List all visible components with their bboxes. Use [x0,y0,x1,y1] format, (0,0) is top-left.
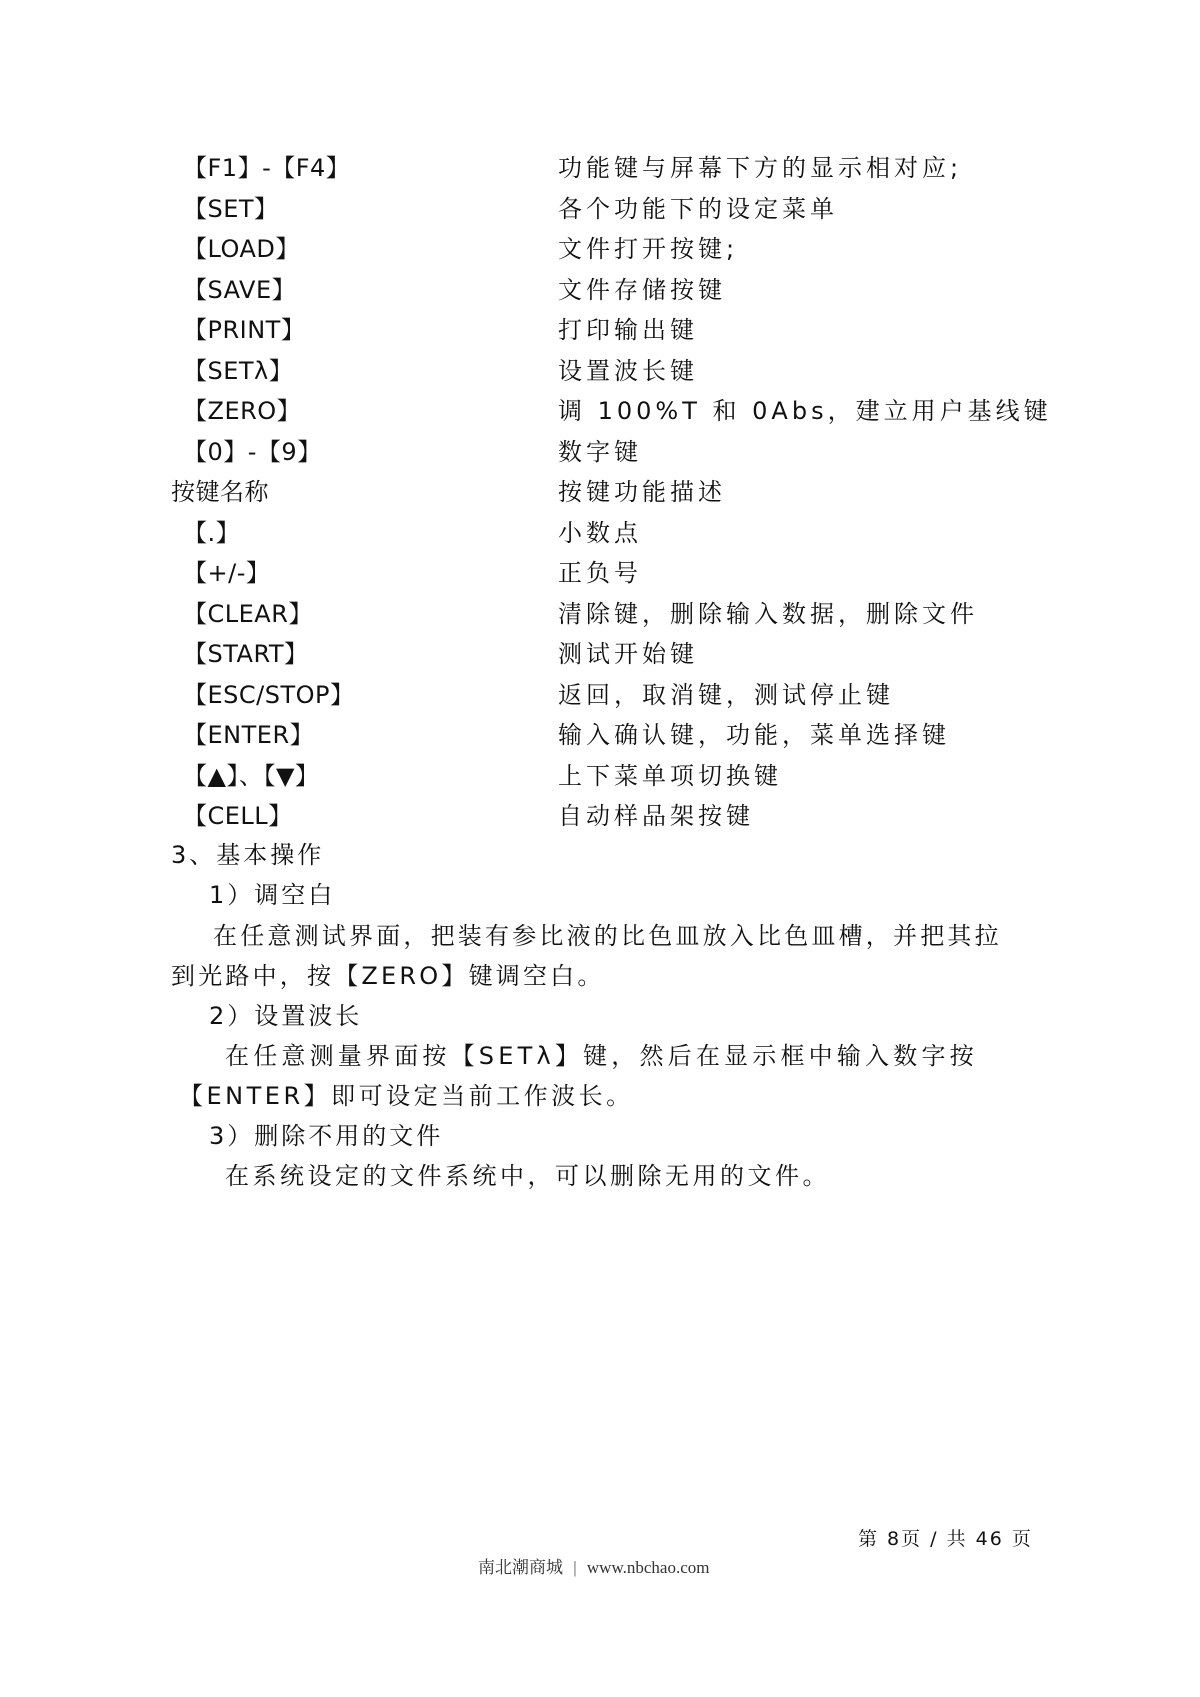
key-description: 文件存储按键 [558,275,726,304]
table-row [183,189,1043,230]
key-function-table [171,148,1052,837]
key-description: 调 100%T 和 0Abs，建立用户基线键 [558,397,1052,426]
footer-separator: | [573,1558,577,1577]
step-1-text-line-2: 到光路中，按【ZERO】键调空白。 [171,962,605,990]
key-description: 清除键，删除输入数据，删除文件 [558,599,978,628]
key-name: 【▲】、【▼】 [183,761,320,790]
footer-watermark [478,1553,710,1578]
key-name: 【CLEAR】 [183,599,313,628]
table-row [183,715,1043,756]
table-row [183,594,1043,635]
key-description-header: 按键功能描述 [558,478,726,507]
key-description: 设置波长键 [558,356,698,385]
table-row [183,513,1043,554]
key-name: 【CELL】 [183,802,293,831]
key-description: 小数点 [558,518,642,547]
table-row [183,270,1043,311]
footer-site-name: 南北潮商城 [478,1558,563,1577]
page-number: 第 8页 / 共 46 页 [858,1528,1033,1550]
key-name: 【SET】 [183,194,279,223]
table-row [183,432,1043,473]
step-2-text-line-1: 在任意测量界面按【SETλ】键，然后在显示框中输入数字按 [225,1042,978,1070]
section-heading-basic-operation: 3、基本操作 [171,841,325,869]
key-description: 功能键与屏幕下方的显示相对应; [558,154,963,183]
key-name: 【SAVE】 [183,275,297,304]
table-row [183,310,1043,351]
table-row [183,553,1043,594]
table-row [183,796,1043,837]
step-2-heading: 2）设置波长 [209,1002,363,1030]
table-row [183,391,1052,432]
key-description: 数字键 [558,437,642,466]
key-name: 【+/-】 [183,559,271,588]
key-name: 【PRINT】 [183,316,306,345]
key-description: 各个功能下的设定菜单 [558,194,838,223]
step-3-text-line-1: 在系统设定的文件系统中，可以删除无用的文件。 [225,1162,830,1190]
table-header-row [171,472,1043,513]
key-description: 测试开始键 [558,640,698,669]
key-description: 输入确认键，功能，菜单选择键 [558,721,950,750]
key-name-header: 按键名称 [171,478,269,507]
table-row [183,148,1043,189]
key-name: 【LOAD】 [183,235,300,264]
key-name: 【F1】-【F4】 [183,154,351,183]
table-row [183,675,1043,716]
step-2-text-line-2: 【ENTER】即可设定当前工作波长。 [179,1082,634,1110]
key-description: 打印输出键 [558,316,698,345]
key-name: 【ENTER】 [183,721,315,750]
table-row [183,229,1043,270]
step-1-text-line-1: 在任意测试界面，把装有参比液的比色皿放入比色皿槽，并把其拉 [213,922,1002,950]
footer-site-url[interactable]: www.nbchao.com [586,1558,710,1577]
key-name: 【SETλ】 [183,356,294,385]
key-description: 自动样品架按键 [558,802,754,831]
key-name: 【START】 [183,640,309,669]
key-name: 【.】 [183,518,241,547]
table-row [183,634,1043,675]
key-name: 【ZERO】 [183,397,302,426]
step-3-heading: 3）删除不用的文件 [209,1122,444,1150]
key-name: 【0】-【9】 [183,437,322,466]
key-description: 返回，取消键，测试停止键 [558,680,894,709]
key-description: 正负号 [558,559,642,588]
table-row [183,351,1043,392]
key-description: 文件打开按键; [558,235,739,264]
key-description: 上下菜单项切换键 [558,761,782,790]
key-name: 【ESC/STOP】 [183,680,355,709]
table-row [183,756,1043,797]
step-1-heading: 1）调空白 [209,881,336,909]
